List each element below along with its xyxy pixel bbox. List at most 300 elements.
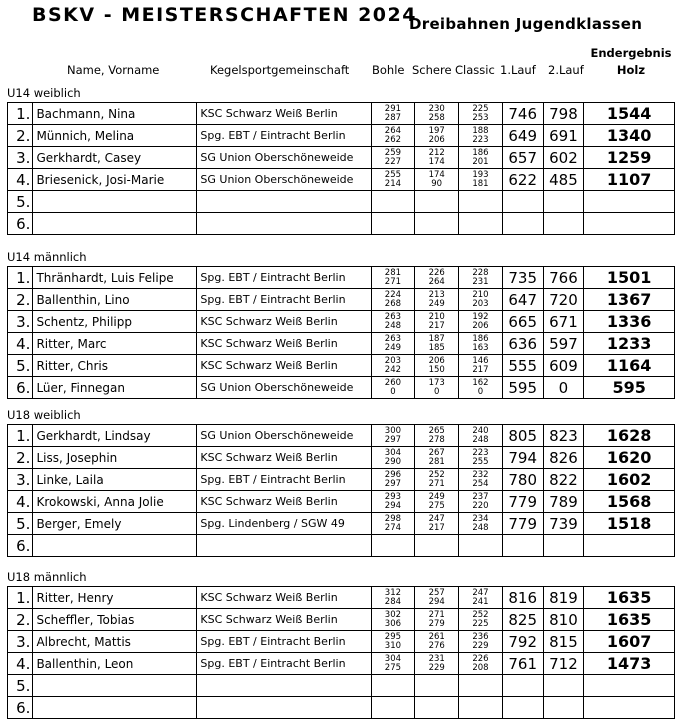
schere-score-1: 206 (428, 355, 445, 366)
holz-total-cell: 1233 (584, 333, 675, 355)
classic-score-1: 146 (472, 355, 489, 366)
lauf1-cell: 657 (502, 147, 543, 169)
schere-score-1: 174 (428, 169, 445, 180)
classic-score-2: 254 (472, 478, 489, 489)
lauf1-cell (502, 675, 543, 697)
schere-score-2: 275 (428, 500, 445, 511)
name-cell: Ballenthin, Lino (33, 289, 197, 311)
classic-score-2: 253 (472, 112, 489, 123)
classic-cell (459, 333, 503, 355)
section-0 (7, 86, 675, 235)
holz-total-cell: 1544 (584, 103, 675, 125)
lauf2-cell: 815 (543, 631, 584, 653)
classic-score-2: 248 (472, 434, 489, 445)
schere-score-1: 231 (428, 653, 445, 664)
classic-score-1: 226 (472, 653, 489, 664)
schere-cell (415, 125, 459, 147)
bohle-score-1: 259 (384, 147, 402, 158)
bohle-cell (371, 491, 415, 513)
name-cell: Briesenick, Josi-Marie (33, 169, 197, 191)
lauf1-cell: 595 (502, 377, 543, 399)
club-cell: Spg. Lindenberg / SGW 49 (197, 513, 371, 535)
classic-score-1: 223 (472, 447, 489, 458)
schere-score-1: 265 (428, 425, 445, 436)
schere-score-1: 247 (428, 513, 445, 524)
classic-score-2: 217 (472, 364, 489, 375)
bohle-score-2: 284 (384, 596, 402, 607)
name-cell: Thränhardt, Luis Felipe (33, 267, 197, 289)
schere-cell (415, 697, 459, 719)
classic-score-2: 203 (472, 298, 489, 309)
lauf1-cell (502, 213, 543, 235)
classic-score-1: 186 (472, 147, 489, 158)
lauf2-cell: 609 (543, 355, 584, 377)
bohle-score-2: 290 (384, 456, 402, 467)
club-cell: KSC Schwarz Weiß Berlin (197, 609, 371, 631)
lauf2-cell: 798 (543, 103, 584, 125)
bohle-score-1: 255 (384, 169, 402, 180)
classic-score-2: 220 (472, 500, 489, 511)
header-endergebnis: Endergebnis (590, 46, 672, 60)
club-cell: Spg. EBT / Eintracht Berlin (197, 125, 371, 147)
bohle-score-1: 304 (384, 653, 402, 664)
header-schere: Schere (412, 63, 452, 77)
name-cell: Albrecht, Mattis (33, 631, 197, 653)
bohle-score-2: 227 (384, 156, 402, 167)
lauf1-cell: 622 (502, 169, 543, 191)
section-1 (7, 250, 675, 399)
bohle-score-2: 271 (384, 276, 402, 287)
name-cell: Linke, Laila (33, 469, 197, 491)
rank-cell: 3. (8, 469, 33, 491)
classic-score-2: 255 (472, 456, 489, 467)
name-cell (33, 213, 197, 235)
schere-score-2: 90 (431, 178, 443, 189)
table-row (8, 311, 675, 333)
lauf1-cell (502, 191, 543, 213)
schere-cell (415, 491, 459, 513)
lauf1-cell: 780 (502, 469, 543, 491)
bohle-cell (371, 169, 415, 191)
lauf1-cell: 647 (502, 289, 543, 311)
schere-cell (415, 587, 459, 609)
schere-score-1: 267 (428, 447, 445, 458)
schere-score-2: 279 (428, 618, 445, 629)
holz-total-cell (584, 697, 675, 719)
club-cell: KSC Schwarz Weiß Berlin (197, 333, 371, 355)
classic-score-1: 210 (472, 289, 489, 300)
bohle-cell (371, 697, 415, 719)
classic-cell (459, 289, 503, 311)
name-cell: Münnich, Melina (33, 125, 197, 147)
bohle-score-1: 263 (384, 311, 402, 322)
club-cell: SG Union Oberschöneweide (197, 169, 371, 191)
lauf2-cell: 0 (543, 377, 584, 399)
classic-cell (459, 697, 503, 719)
lauf2-cell: 485 (543, 169, 584, 191)
results-table (7, 266, 675, 399)
holz-total-cell: 1607 (584, 631, 675, 653)
table-row (8, 535, 675, 557)
classic-cell (459, 125, 503, 147)
lauf1-cell (502, 535, 543, 557)
header-lauf2: 2.Lauf (548, 63, 584, 77)
holz-total-cell: 1259 (584, 147, 675, 169)
page-subtitle: Dreibahnen Jugendklassen (409, 15, 643, 33)
schere-score-1: 173 (428, 377, 445, 388)
classic-cell (459, 103, 503, 125)
schere-score-1: 213 (428, 289, 445, 300)
bohle-score-1: 300 (384, 425, 402, 436)
rank-cell: 5. (8, 191, 33, 213)
club-cell (197, 535, 371, 557)
schere-cell (415, 355, 459, 377)
classic-score-2: 248 (472, 522, 489, 533)
rank-cell: 1. (8, 587, 33, 609)
bohle-score-1: 298 (384, 513, 402, 524)
bohle-cell (371, 267, 415, 289)
bohle-cell (371, 513, 415, 535)
schere-score-1: 271 (428, 609, 445, 620)
lauf1-cell: 792 (502, 631, 543, 653)
header-holz: Holz (616, 63, 646, 77)
classic-score-2: 241 (472, 596, 489, 607)
schere-score-1: 249 (428, 491, 445, 502)
lauf1-cell: 816 (502, 587, 543, 609)
name-cell: Krokowski, Anna Jolie (33, 491, 197, 513)
club-cell: KSC Schwarz Weiß Berlin (197, 587, 371, 609)
bohle-score-2: 310 (384, 640, 402, 651)
classic-score-2: 223 (472, 134, 489, 145)
bohle-cell (371, 631, 415, 653)
club-cell: KSC Schwarz Weiß Berlin (197, 447, 371, 469)
bohle-cell (371, 447, 415, 469)
lauf2-cell: 819 (543, 587, 584, 609)
holz-total-cell: 1473 (584, 653, 675, 675)
rank-cell: 1. (8, 103, 33, 125)
bohle-score-1: 302 (384, 609, 402, 620)
schere-cell (415, 267, 459, 289)
table-row (8, 289, 675, 311)
lauf2-cell: 789 (543, 491, 584, 513)
classic-cell (459, 675, 503, 697)
classic-score-1: 236 (472, 631, 489, 642)
schere-cell (415, 103, 459, 125)
table-row (8, 513, 675, 535)
table-row (8, 491, 675, 513)
schere-score-2: 264 (428, 276, 445, 287)
classic-cell (459, 355, 503, 377)
lauf2-cell (543, 191, 584, 213)
schere-score-1: 226 (428, 267, 445, 278)
schere-score-2: 229 (428, 662, 445, 673)
table-row (8, 587, 675, 609)
club-cell: SG Union Oberschöneweide (197, 425, 371, 447)
rank-cell: 3. (8, 311, 33, 333)
schere-cell (415, 169, 459, 191)
schere-cell (415, 447, 459, 469)
table-row (8, 333, 675, 355)
schere-cell (415, 311, 459, 333)
schere-score-2: 271 (428, 478, 445, 489)
classic-cell (459, 631, 503, 653)
holz-total-cell: 1107 (584, 169, 675, 191)
lauf2-cell (543, 213, 584, 235)
classic-score-1: 240 (472, 425, 489, 436)
schere-score-2: 150 (428, 364, 445, 375)
table-row (8, 355, 675, 377)
classic-cell (459, 447, 503, 469)
holz-total-cell: 1501 (584, 267, 675, 289)
classic-score-1: 252 (472, 609, 489, 620)
classic-cell (459, 535, 503, 557)
name-cell: Gerkhardt, Casey (33, 147, 197, 169)
bohle-score-1: 260 (384, 377, 402, 388)
lauf2-cell: 766 (543, 267, 584, 289)
holz-total-cell: 1620 (584, 447, 675, 469)
bohle-score-1: 296 (384, 469, 402, 480)
club-cell: Spg. EBT / Eintracht Berlin (197, 469, 371, 491)
lauf1-cell: 746 (502, 103, 543, 125)
schere-score-1: 212 (428, 147, 445, 158)
bohle-cell (371, 125, 415, 147)
table-row (8, 377, 675, 399)
lauf2-cell: 822 (543, 469, 584, 491)
holz-total-cell: 1628 (584, 425, 675, 447)
bohle-score-1: 263 (384, 333, 402, 344)
classic-score-1: 237 (472, 491, 489, 502)
rank-cell: 3. (8, 631, 33, 653)
page-title: BSKV - MEISTERSCHAFTEN 2024 (32, 4, 417, 26)
holz-total-cell: 1635 (584, 587, 675, 609)
rank-cell: 6. (8, 213, 33, 235)
schere-score-1: 187 (428, 333, 445, 344)
bohle-score-2: 248 (384, 320, 402, 331)
header-name: Name, Vorname (67, 63, 160, 77)
club-cell: Spg. EBT / Eintracht Berlin (197, 289, 371, 311)
bohle-cell (371, 333, 415, 355)
schere-score-2: 294 (428, 596, 445, 607)
rank-cell: 3. (8, 147, 33, 169)
lauf1-cell: 665 (502, 311, 543, 333)
table-row (8, 447, 675, 469)
schere-score-2: 0 (433, 386, 440, 397)
schere-score-1: 261 (428, 631, 445, 642)
lauf1-cell: 735 (502, 267, 543, 289)
bohle-cell (371, 311, 415, 333)
club-cell (197, 213, 371, 235)
club-cell: Spg. EBT / Eintracht Berlin (197, 631, 371, 653)
rank-cell: 4. (8, 333, 33, 355)
bohle-score-1: 293 (384, 491, 402, 502)
holz-total-cell (584, 535, 675, 557)
schere-score-2: 217 (428, 320, 445, 331)
classic-score-1: 234 (472, 513, 489, 524)
bohle-score-1: 281 (384, 267, 402, 278)
schere-score-1: 197 (428, 125, 445, 136)
header-club: Kegelsportgemeinschaft (210, 63, 350, 77)
schere-score-1: 230 (428, 103, 445, 114)
schere-cell (415, 213, 459, 235)
table-row (8, 191, 675, 213)
lauf1-cell: 555 (502, 355, 543, 377)
schere-cell (415, 425, 459, 447)
classic-score-2: 225 (472, 618, 489, 629)
classic-score-2: 231 (472, 276, 489, 287)
bohle-score-2: 268 (384, 298, 402, 309)
schere-score-2: 217 (428, 522, 445, 533)
schere-cell (415, 377, 459, 399)
holz-total-cell: 1336 (584, 311, 675, 333)
holz-total-cell: 1568 (584, 491, 675, 513)
lauf1-cell: 779 (502, 513, 543, 535)
classic-score-1: 162 (472, 377, 489, 388)
classic-score-1: 193 (472, 169, 489, 180)
lauf2-cell: 671 (543, 311, 584, 333)
classic-score-1: 225 (472, 103, 489, 114)
name-cell: Ritter, Chris (33, 355, 197, 377)
club-cell: KSC Schwarz Weiß Berlin (197, 311, 371, 333)
schere-cell (415, 535, 459, 557)
schere-score-2: 258 (428, 112, 445, 123)
bohle-cell (371, 609, 415, 631)
rank-cell: 5. (8, 355, 33, 377)
section-label: U14 weiblich (7, 86, 81, 100)
club-cell: Spg. EBT / Eintracht Berlin (197, 653, 371, 675)
bohle-score-2: 262 (384, 134, 402, 145)
bohle-cell (371, 213, 415, 235)
bohle-cell (371, 377, 415, 399)
bohle-score-1: 224 (384, 289, 402, 300)
bohle-cell (371, 289, 415, 311)
section-label: U14 männlich (7, 250, 87, 264)
rank-cell: 5. (8, 513, 33, 535)
lauf1-cell (502, 697, 543, 719)
schere-cell (415, 469, 459, 491)
lauf2-cell (543, 675, 584, 697)
results-table (7, 586, 675, 719)
bohle-score-2: 274 (384, 522, 402, 533)
bohle-score-2: 275 (384, 662, 402, 673)
schere-cell (415, 631, 459, 653)
name-cell: Ballenthin, Leon (33, 653, 197, 675)
club-cell (197, 675, 371, 697)
lauf1-cell: 636 (502, 333, 543, 355)
bohle-cell (371, 191, 415, 213)
table-row (8, 213, 675, 235)
bohle-score-2: 294 (384, 500, 402, 511)
schere-score-2: 174 (428, 156, 445, 167)
rank-cell: 2. (8, 447, 33, 469)
bohle-cell (371, 103, 415, 125)
classic-cell (459, 169, 503, 191)
name-cell: Schentz, Philipp (33, 311, 197, 333)
classic-score-2: 0 (477, 386, 484, 397)
bohle-score-2: 306 (384, 618, 402, 629)
lauf2-cell: 810 (543, 609, 584, 631)
table-row (8, 697, 675, 719)
table-row (8, 267, 675, 289)
club-cell: Spg. EBT / Eintracht Berlin (197, 267, 371, 289)
results-table (7, 424, 675, 557)
classic-score-2: 201 (472, 156, 489, 167)
name-cell: Liss, Josephin (33, 447, 197, 469)
lauf2-cell: 720 (543, 289, 584, 311)
bohle-score-1: 304 (384, 447, 402, 458)
bohle-cell (371, 653, 415, 675)
schere-score-1: 252 (428, 469, 445, 480)
lauf2-cell: 597 (543, 333, 584, 355)
bohle-score-1: 203 (384, 355, 402, 366)
lauf1-cell: 649 (502, 125, 543, 147)
classic-score-2: 181 (472, 178, 489, 189)
bohle-cell (371, 469, 415, 491)
classic-cell (459, 491, 503, 513)
holz-total-cell (584, 191, 675, 213)
name-cell (33, 675, 197, 697)
bohle-score-1: 295 (384, 631, 402, 642)
bohle-cell (371, 535, 415, 557)
holz-total-cell: 595 (584, 377, 675, 399)
bohle-cell (371, 147, 415, 169)
club-cell (197, 191, 371, 213)
classic-cell (459, 377, 503, 399)
schere-score-2: 249 (428, 298, 445, 309)
rank-cell: 2. (8, 609, 33, 631)
schere-cell (415, 333, 459, 355)
results-table (7, 102, 675, 235)
name-cell (33, 191, 197, 213)
name-cell: Ritter, Henry (33, 587, 197, 609)
schere-score-2: 281 (428, 456, 445, 467)
holz-total-cell: 1602 (584, 469, 675, 491)
schere-score-2: 185 (428, 342, 445, 353)
club-cell: KSC Schwarz Weiß Berlin (197, 103, 371, 125)
rank-cell: 1. (8, 425, 33, 447)
name-cell: Lüer, Finnegan (33, 377, 197, 399)
holz-total-cell: 1367 (584, 289, 675, 311)
club-cell: KSC Schwarz Weiß Berlin (197, 355, 371, 377)
table-row (8, 147, 675, 169)
classic-score-2: 163 (472, 342, 489, 353)
classic-cell (459, 587, 503, 609)
classic-score-1: 186 (472, 333, 489, 344)
rank-cell: 2. (8, 289, 33, 311)
rank-cell: 6. (8, 697, 33, 719)
classic-cell (459, 267, 503, 289)
bohle-cell (371, 425, 415, 447)
bohle-score-2: 297 (384, 434, 402, 445)
rank-cell: 4. (8, 169, 33, 191)
classic-cell (459, 147, 503, 169)
header-lauf1: 1.Lauf (500, 63, 536, 77)
schere-cell (415, 675, 459, 697)
classic-score-1: 192 (472, 311, 489, 322)
table-row (8, 125, 675, 147)
lauf2-cell (543, 697, 584, 719)
lauf2-cell (543, 535, 584, 557)
bohle-score-1: 291 (384, 103, 402, 114)
holz-total-cell (584, 675, 675, 697)
holz-total-cell: 1518 (584, 513, 675, 535)
lauf1-cell: 761 (502, 653, 543, 675)
lauf1-cell: 825 (502, 609, 543, 631)
lauf1-cell: 794 (502, 447, 543, 469)
club-cell: KSC Schwarz Weiß Berlin (197, 491, 371, 513)
schere-cell (415, 191, 459, 213)
lauf2-cell: 826 (543, 447, 584, 469)
classic-score-2: 206 (472, 320, 489, 331)
